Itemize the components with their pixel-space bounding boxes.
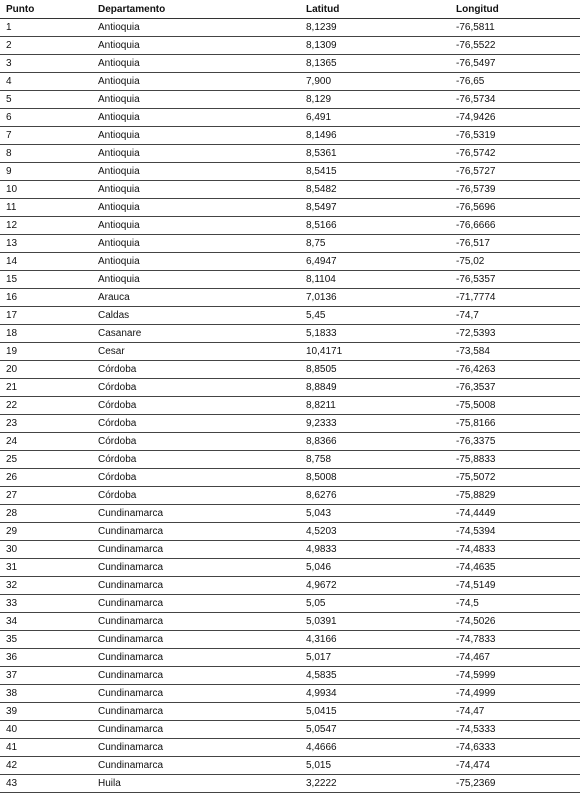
cell-latitud: 8,1365 — [300, 55, 450, 73]
table-row — [0, 685, 580, 703]
cell-punto: 5 — [0, 91, 92, 109]
cell-latitud: 10,4171 — [300, 343, 450, 361]
cell-departamento: Antioquia — [92, 271, 300, 289]
cell-punto: 11 — [0, 199, 92, 217]
cell-longitud: -74,4999 — [450, 685, 580, 703]
cell-latitud: 8,5008 — [300, 469, 450, 487]
cell-departamento: Antioquia — [92, 163, 300, 181]
cell-departamento: Huila — [92, 775, 300, 793]
cell-punto: 23 — [0, 415, 92, 433]
cell-longitud: -76,517 — [450, 235, 580, 253]
cell-latitud: 8,5497 — [300, 199, 450, 217]
table-row — [0, 325, 580, 343]
table-row — [0, 127, 580, 145]
cell-latitud: 4,4666 — [300, 739, 450, 757]
cell-departamento: Cundinamarca — [92, 739, 300, 757]
header-row — [0, 0, 580, 19]
table-row — [0, 253, 580, 271]
cell-punto: 15 — [0, 271, 92, 289]
table-row — [0, 757, 580, 775]
table-row — [0, 469, 580, 487]
cell-departamento: Córdoba — [92, 397, 300, 415]
cell-departamento: Cundinamarca — [92, 703, 300, 721]
cell-punto: 43 — [0, 775, 92, 793]
cell-departamento: Antioquia — [92, 217, 300, 235]
cell-punto: 18 — [0, 325, 92, 343]
cell-longitud: -75,8829 — [450, 487, 580, 505]
table-row — [0, 541, 580, 559]
cell-longitud: -75,5072 — [450, 469, 580, 487]
cell-punto: 2 — [0, 37, 92, 55]
cell-longitud: -74,5333 — [450, 721, 580, 739]
table-row — [0, 217, 580, 235]
cell-longitud: -76,5522 — [450, 37, 580, 55]
cell-departamento: Antioquia — [92, 127, 300, 145]
cell-departamento: Córdoba — [92, 487, 300, 505]
cell-latitud: 6,491 — [300, 109, 450, 127]
cell-departamento: Cundinamarca — [92, 685, 300, 703]
cell-punto: 1 — [0, 19, 92, 37]
cell-longitud: -74,6333 — [450, 739, 580, 757]
table-row — [0, 91, 580, 109]
table-row — [0, 343, 580, 361]
table-row — [0, 181, 580, 199]
header-departamento: Departamento — [92, 0, 300, 19]
cell-departamento: Antioquia — [92, 37, 300, 55]
cell-latitud: 7,900 — [300, 73, 450, 91]
cell-departamento: Antioquia — [92, 91, 300, 109]
cell-longitud: -74,4449 — [450, 505, 580, 523]
table-row — [0, 703, 580, 721]
cell-latitud: 8,6276 — [300, 487, 450, 505]
cell-latitud: 8,8849 — [300, 379, 450, 397]
cell-departamento: Antioquia — [92, 55, 300, 73]
cell-latitud: 8,5482 — [300, 181, 450, 199]
table-row — [0, 613, 580, 631]
table-row — [0, 145, 580, 163]
cell-longitud: -75,2369 — [450, 775, 580, 793]
header-longitud: Longitud — [450, 0, 580, 19]
cell-punto: 12 — [0, 217, 92, 235]
cell-punto: 34 — [0, 613, 92, 631]
table-row — [0, 235, 580, 253]
cell-punto: 41 — [0, 739, 92, 757]
cell-departamento: Cundinamarca — [92, 649, 300, 667]
cell-departamento: Antioquia — [92, 109, 300, 127]
cell-departamento: Cundinamarca — [92, 523, 300, 541]
table-row — [0, 505, 580, 523]
cell-latitud: 8,5166 — [300, 217, 450, 235]
cell-latitud: 9,2333 — [300, 415, 450, 433]
cell-latitud: 8,1239 — [300, 19, 450, 37]
cell-punto: 37 — [0, 667, 92, 685]
table-row — [0, 19, 580, 37]
cell-latitud: 8,1309 — [300, 37, 450, 55]
cell-departamento: Cundinamarca — [92, 631, 300, 649]
cell-longitud: -75,8166 — [450, 415, 580, 433]
cell-latitud: 5,1833 — [300, 325, 450, 343]
cell-latitud: 8,8211 — [300, 397, 450, 415]
table-row — [0, 289, 580, 307]
header-punto: Punto — [0, 0, 92, 19]
table-row — [0, 271, 580, 289]
cell-longitud: -74,5 — [450, 595, 580, 613]
cell-longitud: -76,3537 — [450, 379, 580, 397]
cell-latitud: 8,1104 — [300, 271, 450, 289]
cell-longitud: -74,4833 — [450, 541, 580, 559]
cell-punto: 32 — [0, 577, 92, 595]
cell-latitud: 5,015 — [300, 757, 450, 775]
cell-longitud: -76,5727 — [450, 163, 580, 181]
table-row — [0, 775, 580, 793]
cell-departamento: Antioquia — [92, 19, 300, 37]
cell-longitud: -74,47 — [450, 703, 580, 721]
cell-punto: 14 — [0, 253, 92, 271]
cell-departamento: Córdoba — [92, 469, 300, 487]
cell-latitud: 4,5203 — [300, 523, 450, 541]
cell-punto: 6 — [0, 109, 92, 127]
cell-punto: 33 — [0, 595, 92, 613]
cell-latitud: 8,129 — [300, 91, 450, 109]
cell-punto: 16 — [0, 289, 92, 307]
cell-longitud: -74,5026 — [450, 613, 580, 631]
table-row — [0, 397, 580, 415]
cell-latitud: 5,45 — [300, 307, 450, 325]
cell-punto: 40 — [0, 721, 92, 739]
cell-departamento: Cundinamarca — [92, 595, 300, 613]
cell-longitud: -76,6666 — [450, 217, 580, 235]
table-row — [0, 739, 580, 757]
cell-latitud: 8,1496 — [300, 127, 450, 145]
cell-longitud: -76,65 — [450, 73, 580, 91]
cell-longitud: -74,7 — [450, 307, 580, 325]
cell-longitud: -76,3375 — [450, 433, 580, 451]
cell-departamento: Córdoba — [92, 379, 300, 397]
table-row — [0, 595, 580, 613]
cell-departamento: Cesar — [92, 343, 300, 361]
cell-punto: 19 — [0, 343, 92, 361]
table-row — [0, 667, 580, 685]
cell-longitud: -76,4263 — [450, 361, 580, 379]
cell-longitud: -74,9426 — [450, 109, 580, 127]
cell-departamento: Cundinamarca — [92, 559, 300, 577]
cell-departamento: Cundinamarca — [92, 577, 300, 595]
table-row — [0, 55, 580, 73]
cell-punto: 36 — [0, 649, 92, 667]
cell-punto: 10 — [0, 181, 92, 199]
cell-longitud: -76,5742 — [450, 145, 580, 163]
cell-punto: 17 — [0, 307, 92, 325]
cell-longitud: -74,474 — [450, 757, 580, 775]
cell-latitud: 8,5415 — [300, 163, 450, 181]
cell-longitud: -75,8833 — [450, 451, 580, 469]
cell-longitud: -76,5739 — [450, 181, 580, 199]
cell-departamento: Casanare — [92, 325, 300, 343]
cell-punto: 7 — [0, 127, 92, 145]
cell-punto: 20 — [0, 361, 92, 379]
cell-longitud: -74,5394 — [450, 523, 580, 541]
cell-longitud: -74,4635 — [450, 559, 580, 577]
cell-longitud: -76,5734 — [450, 91, 580, 109]
cell-punto: 30 — [0, 541, 92, 559]
cell-latitud: 6,4947 — [300, 253, 450, 271]
cell-departamento: Antioquia — [92, 199, 300, 217]
cell-longitud: -76,5811 — [450, 19, 580, 37]
cell-latitud: 4,9672 — [300, 577, 450, 595]
cell-longitud: -71,7774 — [450, 289, 580, 307]
cell-punto: 8 — [0, 145, 92, 163]
cell-longitud: -72,5393 — [450, 325, 580, 343]
cell-latitud: 3,2222 — [300, 775, 450, 793]
cell-punto: 35 — [0, 631, 92, 649]
cell-longitud: -76,5319 — [450, 127, 580, 145]
cell-punto: 42 — [0, 757, 92, 775]
table-row — [0, 73, 580, 91]
cell-punto: 29 — [0, 523, 92, 541]
cell-longitud: -73,584 — [450, 343, 580, 361]
table-row — [0, 451, 580, 469]
table-row — [0, 379, 580, 397]
cell-latitud: 8,8505 — [300, 361, 450, 379]
table-row — [0, 721, 580, 739]
table-row — [0, 109, 580, 127]
cell-departamento: Antioquia — [92, 235, 300, 253]
cell-punto: 31 — [0, 559, 92, 577]
cell-departamento: Cundinamarca — [92, 757, 300, 775]
cell-departamento: Antioquia — [92, 181, 300, 199]
cell-punto: 26 — [0, 469, 92, 487]
cell-latitud: 5,05 — [300, 595, 450, 613]
cell-latitud: 4,9833 — [300, 541, 450, 559]
cell-departamento: Cundinamarca — [92, 667, 300, 685]
table-row — [0, 649, 580, 667]
cell-departamento: Arauca — [92, 289, 300, 307]
cell-punto: 9 — [0, 163, 92, 181]
cell-departamento: Córdoba — [92, 433, 300, 451]
cell-latitud: 8,758 — [300, 451, 450, 469]
cell-latitud: 8,5361 — [300, 145, 450, 163]
cell-longitud: -75,02 — [450, 253, 580, 271]
cell-departamento: Cundinamarca — [92, 721, 300, 739]
cell-longitud: -74,5149 — [450, 577, 580, 595]
cell-longitud: -76,5696 — [450, 199, 580, 217]
cell-punto: 27 — [0, 487, 92, 505]
cell-longitud: -76,5497 — [450, 55, 580, 73]
cell-longitud: -74,7833 — [450, 631, 580, 649]
table-row — [0, 487, 580, 505]
cell-punto: 24 — [0, 433, 92, 451]
cell-latitud: 4,5835 — [300, 667, 450, 685]
cell-punto: 4 — [0, 73, 92, 91]
cell-punto: 22 — [0, 397, 92, 415]
table-row — [0, 307, 580, 325]
cell-departamento: Cundinamarca — [92, 613, 300, 631]
cell-punto: 25 — [0, 451, 92, 469]
cell-departamento: Antioquia — [92, 253, 300, 271]
table-row — [0, 37, 580, 55]
cell-punto: 21 — [0, 379, 92, 397]
cell-punto: 39 — [0, 703, 92, 721]
table-row — [0, 199, 580, 217]
cell-punto: 38 — [0, 685, 92, 703]
cell-latitud: 5,043 — [300, 505, 450, 523]
cell-longitud: -76,5357 — [450, 271, 580, 289]
table-row — [0, 361, 580, 379]
cell-departamento: Cundinamarca — [92, 541, 300, 559]
table-body — [0, 19, 580, 793]
cell-latitud: 5,0547 — [300, 721, 450, 739]
cell-latitud: 7,0136 — [300, 289, 450, 307]
cell-latitud: 5,0391 — [300, 613, 450, 631]
cell-punto: 3 — [0, 55, 92, 73]
cell-departamento: Córdoba — [92, 361, 300, 379]
cell-departamento: Cundinamarca — [92, 505, 300, 523]
cell-latitud: 5,046 — [300, 559, 450, 577]
cell-punto: 13 — [0, 235, 92, 253]
table-row — [0, 559, 580, 577]
cell-longitud: -75,5008 — [450, 397, 580, 415]
cell-latitud: 4,3166 — [300, 631, 450, 649]
cell-punto: 28 — [0, 505, 92, 523]
table-row — [0, 415, 580, 433]
table-row — [0, 523, 580, 541]
header-latitud: Latitud — [300, 0, 450, 19]
table-row — [0, 433, 580, 451]
cell-departamento: Córdoba — [92, 415, 300, 433]
cell-departamento: Caldas — [92, 307, 300, 325]
cell-departamento: Antioquia — [92, 145, 300, 163]
cell-latitud: 8,75 — [300, 235, 450, 253]
cell-latitud: 4,9934 — [300, 685, 450, 703]
cell-latitud: 5,017 — [300, 649, 450, 667]
cell-latitud: 8,8366 — [300, 433, 450, 451]
cell-departamento: Antioquia — [92, 73, 300, 91]
cell-longitud: -74,467 — [450, 649, 580, 667]
table-row — [0, 163, 580, 181]
cell-latitud: 5,0415 — [300, 703, 450, 721]
table-row — [0, 577, 580, 595]
table-row — [0, 631, 580, 649]
cell-departamento: Córdoba — [92, 451, 300, 469]
cell-longitud: -74,5999 — [450, 667, 580, 685]
